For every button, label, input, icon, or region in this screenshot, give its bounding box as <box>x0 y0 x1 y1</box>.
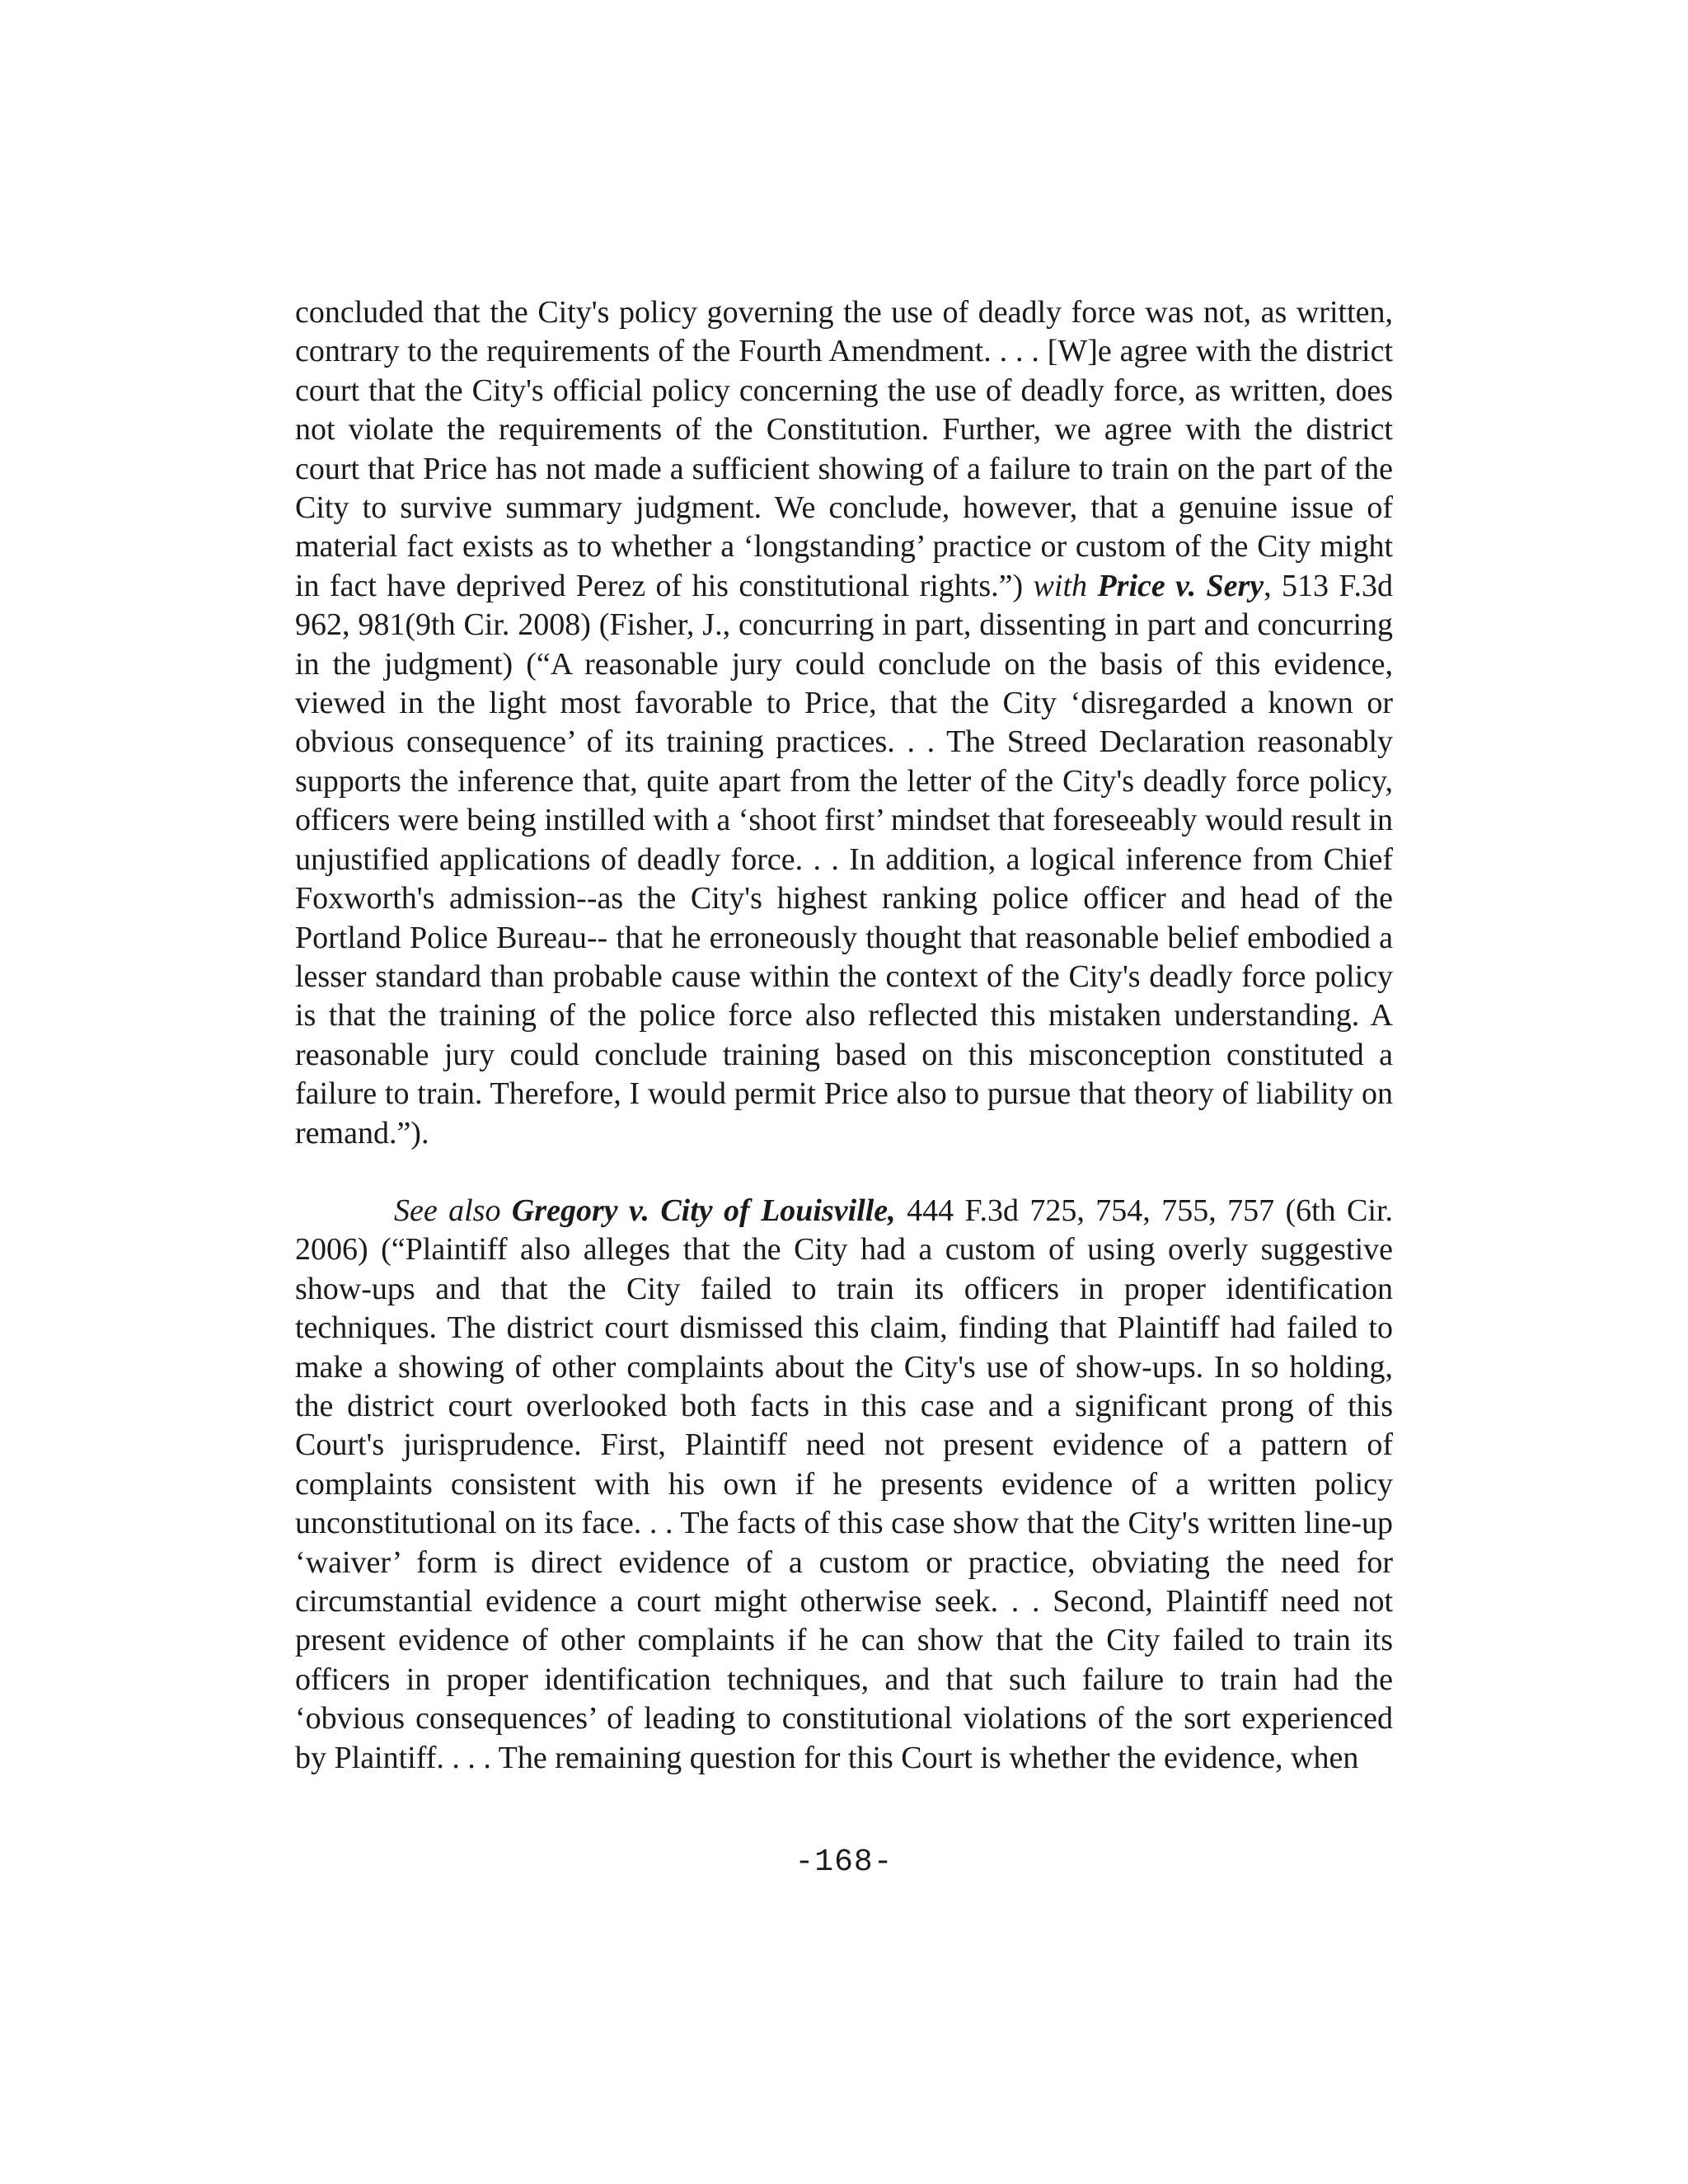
body-text <box>295 293 1393 1778</box>
page-number: -168- <box>795 1844 893 1880</box>
paragraph-2-text-1: 444 F.3d 725, 754, 755, 757 (6th Cir. 2006) (“Plaintiff also alleges that the City had a custom of using overly suggestive show-ups and that the City failed to train its officers in proper identification techniques. The district court dismissed this claim, finding that Plaintiff had failed to make a showing of other complaints about the City's use of show-ups. In so holding, the district court overlooked both facts in this case and a significant prong of this Court's jurisprudence. First, Plaintiff need not present evidence of a pattern of complaints consistent with his own if he presents evidence of a written policy unconstitutional on its face. . . The facts of this case show that the City's written line-up ‘waiver’ form is direct evidence of a custom or practice, obviating the need for circumstantial evidence a court might otherwise seek. . . Second, Plaintiff need not present evidence of other complaints if he can show that the City failed to train its officers in proper identification techniques, and that such failure to train had the ‘obvious consequences’ of leading to constitutional violations of the sort experienced by Plaintiff. . . . The remaining question for this Court is whether the evidence, when <box>295 1193 1394 1775</box>
paragraph-1 <box>295 293 1393 1153</box>
citation-signal-with: with <box>1033 568 1088 603</box>
paragraph-1-text-2: , 513 F.3d 962, 981(9th Cir. 2008) (Fisher, J., concurring in part, dissenting in part and concurring in the judgment) (“A reasonable jury could conclude on the basis of this evidence, viewed in the light most favorable to Price, that the City ‘disregarded a known or obvious consequence’ of its training practices. . . The Streed Declaration reasonably supports the inference that, quite apart from the letter of the City's deadly force policy, officers were being instilled with a ‘shoot first’ mindset that foreseeably would result in unjustified applications of deadly force. . . In addition, a logical inference from Chief Foxworth's admission--as the City's highest ranking police officer and head of the Portland Police Bureau-- that he erroneously thought that reasonable belief embodied a lesser standard than probable cause within the context of the City's deadly force policy is that the training of the police force also reflected this mistaken understanding. A reasonable jury could conclude training based on this misconception constituted a failure to train. Therefore, I would permit Price also to pursue that theory of liability on remand.”). <box>295 568 1394 1151</box>
case-name-gregory-v-louisville: Gregory v. City of Louisville, <box>511 1193 896 1228</box>
paragraph-1-text-1: concluded that the City's policy governing the use of deadly force was not, as written, contrary to the requirements of the Fourth Amendment. . . . [W]e agree with the district court that the City's official policy concerning the use of deadly force, as written, does not violate the requirements of the Constitution. Further, we agree with the district court that Price has not made a sufficient showing of a failure to train on the part of the City to survive summary judgment. We conclude, however, that a genuine issue of material fact exists as to whether a ‘longstanding’ practice or custom of the City might in fact have deprived Perez of his constitutional rights.”) <box>295 295 1393 603</box>
paragraph-2 <box>295 1192 1393 1778</box>
case-name-price-v-sery: Price v. Sery <box>1097 568 1264 603</box>
citation-signal-see-also: See also <box>394 1193 501 1228</box>
